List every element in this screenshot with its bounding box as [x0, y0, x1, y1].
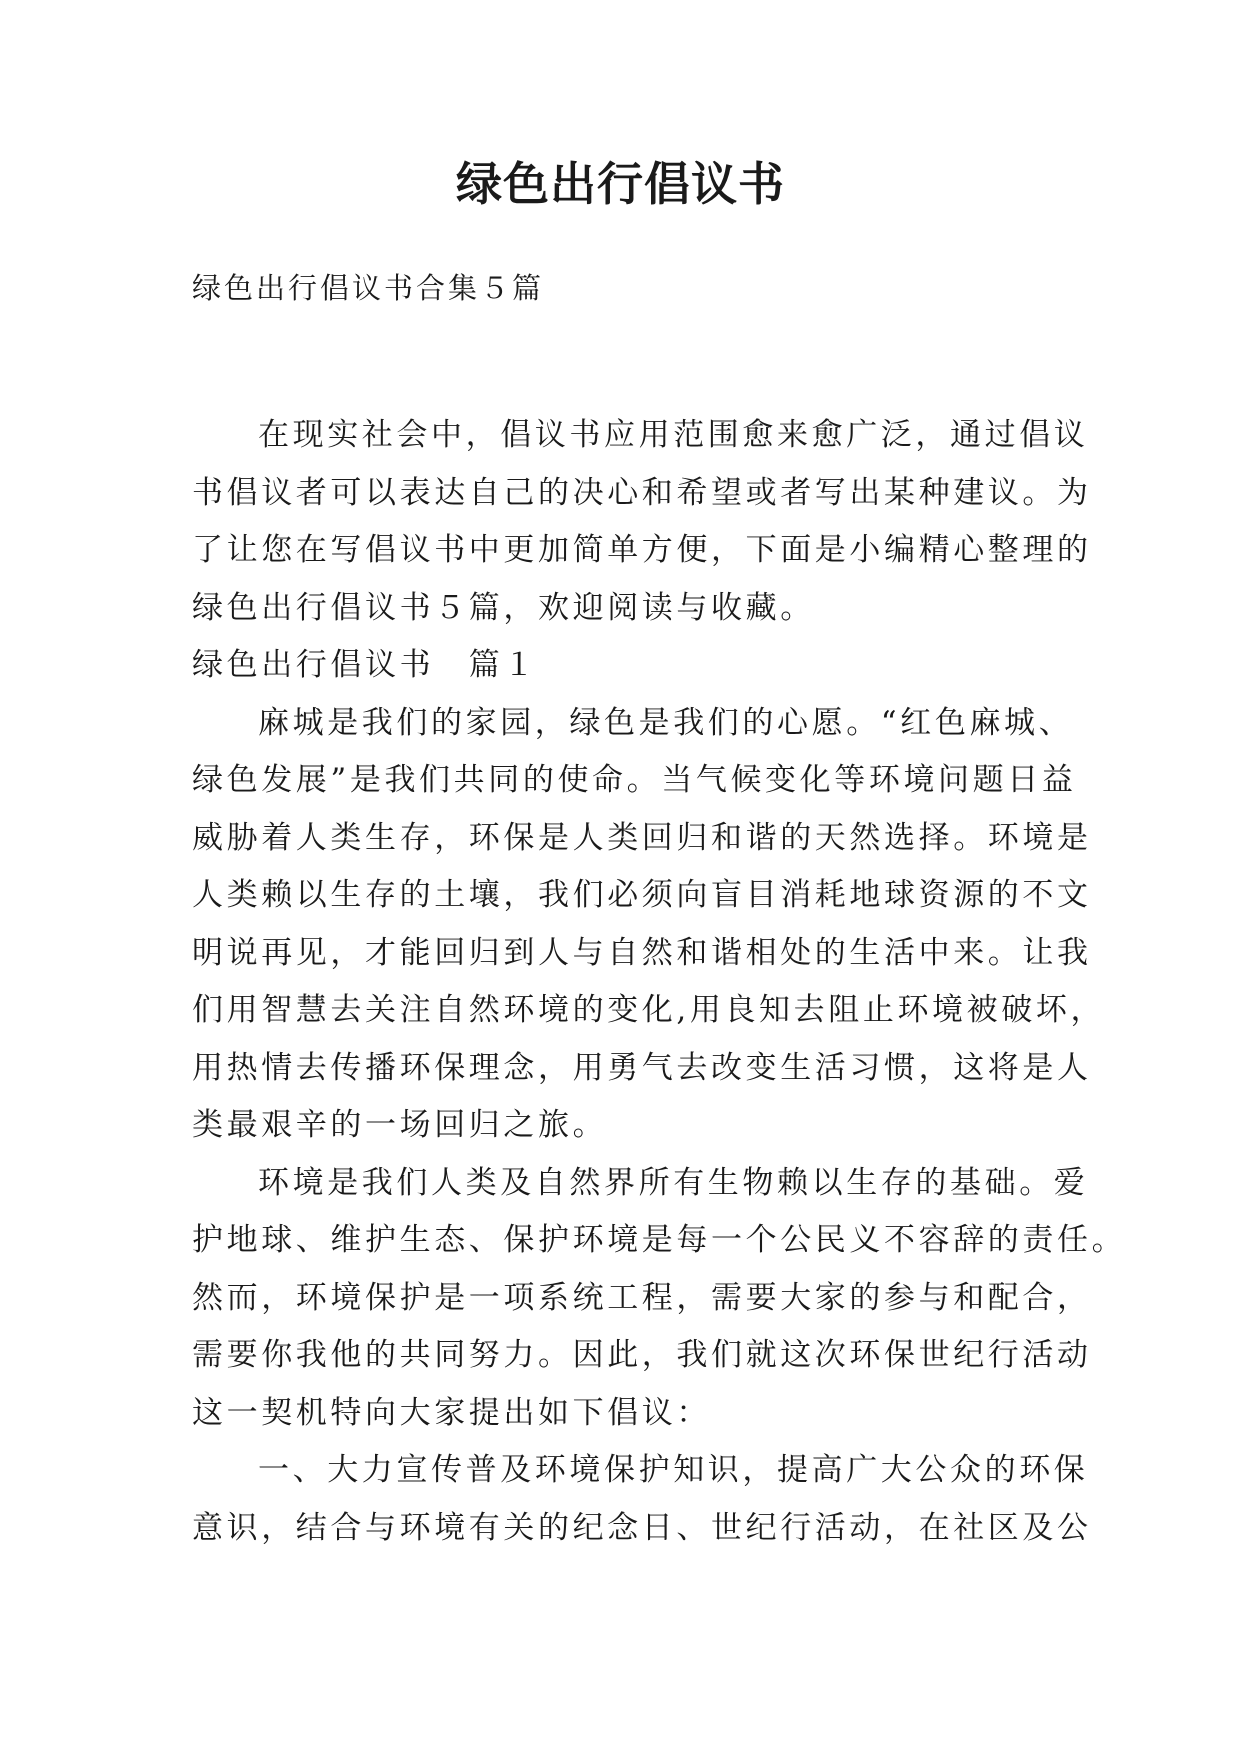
text-line: 一、大力宣传普及环境保护知识，提高广大公众的环保	[258, 1452, 1089, 1488]
text-line: 环境是我们人类及自然界所有生物赖以生存的基础。爱	[258, 1164, 1089, 1201]
text-line: 威胁着人类生存，环保是人类回归和谐的天然选择。环境是	[192, 819, 1092, 856]
document-body	[192, 407, 1127, 1557]
text-line: 这一契机特向大家提出如下倡议：	[192, 1394, 711, 1431]
text-line: 们用智慧去关注自然环境的变化,用良知去阻止环境被破坏，	[192, 992, 1106, 1028]
text-line: 了让您在写倡议书中更加简单方便，下面是小编精心整理的	[192, 532, 1092, 568]
document-title: 绿色出行倡议书	[456, 157, 785, 211]
text-line: 需要你我他的共同努力。因此，我们就这次环保世纪行活动	[192, 1337, 1092, 1373]
text-line: 明说再见，才能回归到人与自然和谐相处的生活中来。让我	[192, 934, 1092, 971]
text-line: 绿色出行倡议书５篇，欢迎阅读与收藏。	[192, 589, 815, 626]
text-line: 绿色发展”是我们共同的使命。当气候变化等环境问题日益	[192, 762, 1077, 798]
text-line: 类最艰辛的一场回归之旅。	[192, 1107, 608, 1143]
text-line: 麻城是我们的家园，绿色是我们的心愿。“红色麻城、	[258, 704, 1074, 741]
text-line: 在现实社会中，倡议书应用范围愈来愈广泛，通过倡议	[258, 417, 1089, 453]
document-subtitle: 绿色出行倡议书合集５篇	[192, 271, 545, 305]
text-line: 绿色出行倡议书 篇１	[192, 647, 538, 683]
text-line: 护地球、维护生态、保护环境是每一个公民义不容辞的责任。	[192, 1222, 1127, 1258]
text-line: 书倡议者可以表达自己的决心和希望或者写出某种建议。为	[192, 474, 1092, 511]
text-line: 用热情去传播环保理念，用勇气去改变生活习惯，这将是人	[192, 1049, 1092, 1086]
text-line: 然而，环境保护是一项系统工程，需要大家的参与和配合，	[192, 1279, 1092, 1316]
text-line: 人类赖以生存的土壤，我们必须向盲目消耗地球资源的不文	[192, 877, 1092, 913]
text-line: 意识，结合与环境有关的纪念日、世纪行活动，在社区及公	[192, 1509, 1092, 1546]
